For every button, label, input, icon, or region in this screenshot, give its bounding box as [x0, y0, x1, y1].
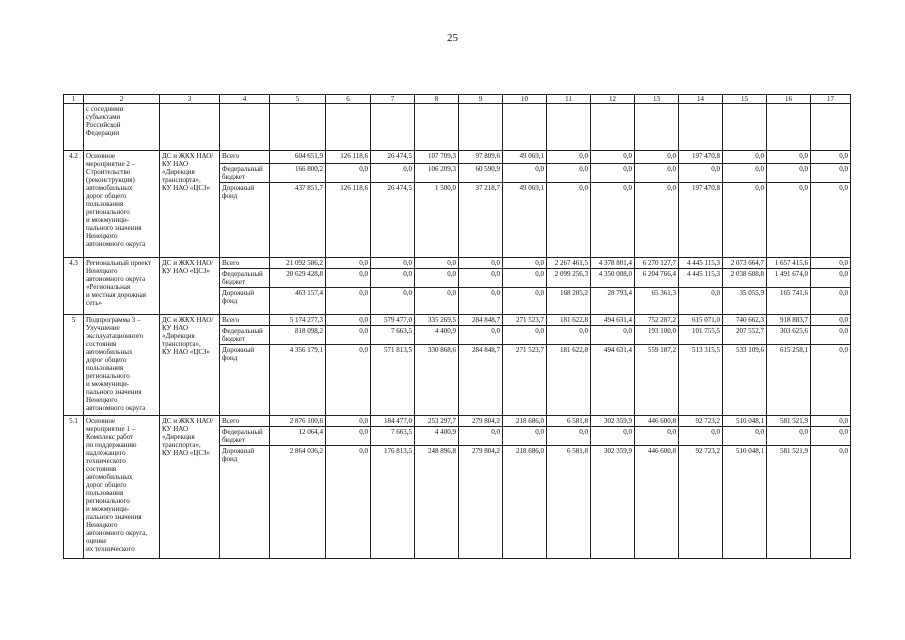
- amount-cell: 26 474,5: [371, 183, 415, 258]
- amount-cell: 0,0: [811, 446, 851, 559]
- source-cell: [220, 104, 270, 151]
- amount-cell: 28 793,4: [591, 288, 635, 315]
- amount-cell: 0,0: [326, 258, 371, 269]
- amount-cell: 4 445 115,3: [679, 269, 723, 288]
- amount-cell: 0,0: [371, 269, 415, 288]
- funding-source-label: Федеральный бюджет: [220, 326, 270, 345]
- amount-cell: 0,0: [767, 164, 811, 183]
- amount-cell: 463 157,4: [270, 288, 326, 315]
- amount-cell: 615 258,1: [767, 345, 811, 416]
- amount-cell: 0,0: [723, 427, 767, 446]
- amount-cell: 0,0: [723, 164, 767, 183]
- amount-cell: 92 723,2: [679, 446, 723, 559]
- amount-cell: 0,0: [811, 151, 851, 164]
- column-number-10: 10: [503, 95, 547, 104]
- amount-cell: 0,0: [811, 288, 851, 315]
- amount-cell: 0,0: [635, 164, 679, 183]
- amount-cell: 437 851,7: [270, 183, 326, 258]
- funding-source-label: Всего: [220, 416, 270, 427]
- amount-cell: 494 631,4: [591, 345, 635, 416]
- amount-cell: 20 629 428,8: [270, 269, 326, 288]
- amount-cell: 0,0: [591, 151, 635, 164]
- amount-cell: 184 477,0: [371, 416, 415, 427]
- amount-cell: 0,0: [635, 183, 679, 258]
- funding-source-label: Всего: [220, 151, 270, 164]
- row-number-cell: 4.3: [64, 258, 84, 315]
- amount-cell: 168 205,2: [547, 288, 591, 315]
- amount-cell: 4 356 179,1: [270, 345, 326, 416]
- amount-cell: 0,0: [547, 427, 591, 446]
- amount-cell: 2 876 100,6: [270, 416, 326, 427]
- column-number-11: 11: [547, 95, 591, 104]
- amount-cell: 106 209,3: [415, 164, 459, 183]
- amount-cell: 4 400,9: [415, 326, 459, 345]
- amount-cell: 271 523,7: [503, 345, 547, 416]
- table-row: [64, 258, 851, 269]
- row-number-cell: 5.1: [64, 416, 84, 559]
- amount-cell: 752 287,2: [635, 315, 679, 326]
- amount-cell: 1 657 415,6: [767, 258, 811, 269]
- amount-cell: 0,0: [415, 269, 459, 288]
- amount-cell: 165 741,6: [767, 288, 811, 315]
- column-number-8: 8: [415, 95, 459, 104]
- amount-cell: 6 581,8: [547, 416, 591, 427]
- funding-source-label: Федеральный бюджет: [220, 427, 270, 446]
- amount-cell: 0,0: [547, 164, 591, 183]
- amount-cell: 0,0: [326, 326, 371, 345]
- amount-cell: 0,0: [326, 345, 371, 416]
- amount-cell: 60 590,9: [459, 164, 503, 183]
- amount-cell: 0,0: [635, 151, 679, 164]
- amount-cell: 279 804,2: [459, 446, 503, 559]
- amount-cell: 302 359,9: [591, 446, 635, 559]
- funding-source-label: Федеральный бюджет: [220, 164, 270, 183]
- amount-cell: 49 069,1: [503, 183, 547, 258]
- column-number-row: [64, 95, 851, 104]
- amount-cell: 6 270 127,7: [635, 258, 679, 269]
- column-number-5: 5: [270, 95, 326, 104]
- amount-cell: 0,0: [503, 164, 547, 183]
- amount-cell: 0,0: [415, 288, 459, 315]
- amount-cell: 0,0: [767, 183, 811, 258]
- amount-cell: 0,0: [811, 427, 851, 446]
- funding-source-label: Всего: [220, 315, 270, 326]
- amount-cell: 7 663,5: [371, 326, 415, 345]
- amount-cell: 0,0: [326, 269, 371, 288]
- amount-cell: 0,0: [811, 315, 851, 326]
- amount-cell: 579 477,0: [371, 315, 415, 326]
- amount-cell: 0,0: [679, 427, 723, 446]
- column-number-2: 2: [84, 95, 160, 104]
- amount-cell: 335 269,5: [415, 315, 459, 326]
- column-number-9: 9: [459, 95, 503, 104]
- amount-cell: 284 848,7: [459, 345, 503, 416]
- amount-cell: 0,0: [591, 427, 635, 446]
- column-number-17: 17: [811, 95, 851, 104]
- amount-cell: 97 809,6: [459, 151, 503, 164]
- amount-cell: 4 445 115,3: [679, 258, 723, 269]
- column-number-15: 15: [723, 95, 767, 104]
- amount-cell: 0,0: [591, 326, 635, 345]
- amount-cell: 615 071,0: [679, 315, 723, 326]
- executor-cell: ДС и ЖКХ НАО/ КУ НАО «Дирекция транспорта», КУ НАО «ЦСЗ»: [160, 151, 220, 258]
- continuation-row: [64, 104, 851, 151]
- amount-cell: 0,0: [371, 164, 415, 183]
- amount-cell: 284 848,7: [459, 315, 503, 326]
- amount-cell: 446 600,8: [635, 416, 679, 427]
- amount-cell: 4 350 008,0: [591, 269, 635, 288]
- amount-cell: 0,0: [503, 326, 547, 345]
- amount-cell: 21 092 586,2: [270, 258, 326, 269]
- event-name-cell: Региональный проект Ненецкого автономного округа «Региональная и местная дорожная сеть»: [84, 258, 160, 315]
- executor-cell: [160, 104, 220, 151]
- amount-cell: 0,0: [503, 269, 547, 288]
- amount-cell: 740 662,3: [723, 315, 767, 326]
- amount-cell: 218 686,0: [503, 446, 547, 559]
- amount-cell: 0,0: [723, 151, 767, 164]
- column-number-14: 14: [679, 95, 723, 104]
- amount-cell: 1 500,0: [415, 183, 459, 258]
- amount-cell: 26 474,5: [371, 151, 415, 164]
- amount-cell: 581 521,9: [767, 416, 811, 427]
- amount-cell: 49 069,1: [503, 151, 547, 164]
- table-row: [64, 151, 851, 164]
- amount-cell: 207 552,7: [723, 326, 767, 345]
- executor-cell: ДС и ЖКХ НАО/ КУ НАО «Дирекция транспорта», КУ НАО «ЦСЗ»: [160, 416, 220, 559]
- amount-cell: 0,0: [459, 288, 503, 315]
- amount-cell: 571 813,5: [371, 345, 415, 416]
- amount-cell: 0,0: [326, 288, 371, 315]
- event-name-cell: с соседними субъектами Российской Федерации: [84, 104, 160, 151]
- amount-cell: 330 868,6: [415, 345, 459, 416]
- amount-cell: 0,0: [591, 164, 635, 183]
- amount-cell: 2 864 036,2: [270, 446, 326, 559]
- row-number-cell: 5: [64, 315, 84, 416]
- amount-cell: 0,0: [326, 315, 371, 326]
- column-number-7: 7: [371, 95, 415, 104]
- amount-cell: 0,0: [326, 427, 371, 446]
- amount-cell: 0,0: [811, 269, 851, 288]
- amount-cell: 513 315,5: [679, 345, 723, 416]
- amount-cell: 510 048,1: [723, 446, 767, 559]
- amount-cell: 6 581,8: [547, 446, 591, 559]
- table-row: [64, 416, 851, 427]
- amount-cell: 0,0: [679, 164, 723, 183]
- column-number-6: 6: [326, 95, 371, 104]
- amount-cell: 0,0: [811, 416, 851, 427]
- funding-source-label: Дорожный фонд: [220, 345, 270, 416]
- amount-cell: 0,0: [547, 183, 591, 258]
- row-number-cell: [64, 104, 84, 151]
- column-number-1: 1: [64, 95, 84, 104]
- amount-cell: 2 267 461,5: [547, 258, 591, 269]
- amount-cell: 5 174 277,3: [270, 315, 326, 326]
- amount-cell: 2 038 608,8: [723, 269, 767, 288]
- amount-cell: 6 204 766,4: [635, 269, 679, 288]
- amount-cell: 35 055,9: [723, 288, 767, 315]
- column-number-3: 3: [160, 95, 220, 104]
- amount-cell: 0,0: [371, 288, 415, 315]
- amount-cell: 303 625,6: [767, 326, 811, 345]
- amount-cell: 181 622,8: [547, 345, 591, 416]
- amount-cell: 1 491 674,0: [767, 269, 811, 288]
- executor-cell: ДС и ЖКХ НАО/ КУ НАО «Дирекция транспорта», КУ НАО «ЦСЗ»: [160, 315, 220, 416]
- amount-cell: 176 813,5: [371, 446, 415, 559]
- amount-cell: 581 521,9: [767, 446, 811, 559]
- column-number-4: 4: [220, 95, 270, 104]
- amount-cell: 107 709,3: [415, 151, 459, 164]
- funding-source-label: Всего: [220, 258, 270, 269]
- amount-cell: 0,0: [326, 164, 371, 183]
- amount-cell: 4 378 801,4: [591, 258, 635, 269]
- amount-cell: 193 100,0: [635, 326, 679, 345]
- amount-cell: 0,0: [415, 258, 459, 269]
- amount-cell: 0,0: [811, 164, 851, 183]
- amount-cell: 126 118,6: [326, 183, 371, 258]
- amount-cell: 446 600,8: [635, 446, 679, 559]
- table-row: [64, 315, 851, 326]
- amount-cell: 0,0: [503, 288, 547, 315]
- amount-cell: 12 064,4: [270, 427, 326, 446]
- amount-cell: 37 218,7: [459, 183, 503, 258]
- amount-cell: 126 118,6: [326, 151, 371, 164]
- amount-cell: 4 400,9: [415, 427, 459, 446]
- amount-cell: 0,0: [503, 427, 547, 446]
- amount-cell: 65 361,3: [635, 288, 679, 315]
- amount-cell: 279 804,2: [459, 416, 503, 427]
- amount-cell: 0,0: [767, 151, 811, 164]
- amount-cell: 0,0: [459, 326, 503, 345]
- event-name-cell: Основное мероприятие 2 – Строительство (реконструкция) автомобильных дорог общего пользования регионального и межмуници- пального значения Ненецкого автономного округа: [84, 151, 160, 258]
- amount-cell: 248 896,8: [415, 446, 459, 559]
- amount-cell: 0,0: [811, 326, 851, 345]
- amount-cell: 0,0: [459, 269, 503, 288]
- column-number-16: 16: [767, 95, 811, 104]
- row-number-cell: 4.2: [64, 151, 84, 258]
- amount-cell: 7 663,5: [371, 427, 415, 446]
- amount-cell: 101 755,5: [679, 326, 723, 345]
- page-number: 25: [447, 32, 458, 44]
- amount-cell: 218 686,0: [503, 416, 547, 427]
- amount-cell: 0,0: [371, 258, 415, 269]
- amount-cell: 0,0: [326, 416, 371, 427]
- budget-table: [63, 94, 851, 559]
- amount-cell: 2 099 256,3: [547, 269, 591, 288]
- funding-source-label: Дорожный фонд: [220, 446, 270, 559]
- funding-source-label: Федеральный бюджет: [220, 269, 270, 288]
- amount-cell: 0,0: [767, 427, 811, 446]
- amount-cell: 818 098,2: [270, 326, 326, 345]
- column-number-13: 13: [635, 95, 679, 104]
- event-name-cell: Подпрограмма 3 – Улучшение эксплуатационного состояния автомобильных дорог общего пользования регионального и межмуници- пального значения Ненецкого автономного округа: [84, 315, 160, 416]
- amount-cell: 0,0: [591, 183, 635, 258]
- amount-cell: 2 073 664,7: [723, 258, 767, 269]
- amount-cell: 92 723,2: [679, 416, 723, 427]
- amount-cell: 302 359,9: [591, 416, 635, 427]
- amount-cell: 510 048,1: [723, 416, 767, 427]
- amount-cell: 181 622,8: [547, 315, 591, 326]
- amount-cell: 0,0: [811, 183, 851, 258]
- amount-cell: 0,0: [723, 183, 767, 258]
- amount-cell: 918 883,7: [767, 315, 811, 326]
- funding-source-label: Дорожный фонд: [220, 288, 270, 315]
- funding-source-label: Дорожный фонд: [220, 183, 270, 258]
- amount-cell: 253 297,7: [415, 416, 459, 427]
- amount-cell: 0,0: [547, 151, 591, 164]
- amount-cell: 197 470,8: [679, 183, 723, 258]
- amount-cell: 0,0: [679, 288, 723, 315]
- event-name-cell: Основное мероприятие 1 – Комплекс работ по поддержанию надлежащего технического состояния автомобильных дорог общего пользования регионального и межмуници- пального значения Ненецкого автономного округа, оценке их технического: [84, 416, 160, 559]
- amount-cell: 604 651,9: [270, 151, 326, 164]
- executor-cell: ДС и ЖКХ НАО/ КУ НАО «ЦСЗ»: [160, 258, 220, 315]
- amount-cell: 0,0: [326, 446, 371, 559]
- column-number-12: 12: [591, 95, 635, 104]
- amount-cell: 0,0: [459, 258, 503, 269]
- amount-cell: 559 187,2: [635, 345, 679, 416]
- amount-cell: 271 523,7: [503, 315, 547, 326]
- amount-cell: 0,0: [503, 258, 547, 269]
- amount-cell: 197 470,8: [679, 151, 723, 164]
- amount-cell: 0,0: [547, 326, 591, 345]
- amount-cell: 0,0: [811, 258, 851, 269]
- amount-cell: 0,0: [811, 345, 851, 416]
- amount-cell: 166 800,2: [270, 164, 326, 183]
- amount-cell: 533 109,6: [723, 345, 767, 416]
- amount-cell: 0,0: [635, 427, 679, 446]
- amount-cell: 494 631,4: [591, 315, 635, 326]
- amount-cell: 0,0: [459, 427, 503, 446]
